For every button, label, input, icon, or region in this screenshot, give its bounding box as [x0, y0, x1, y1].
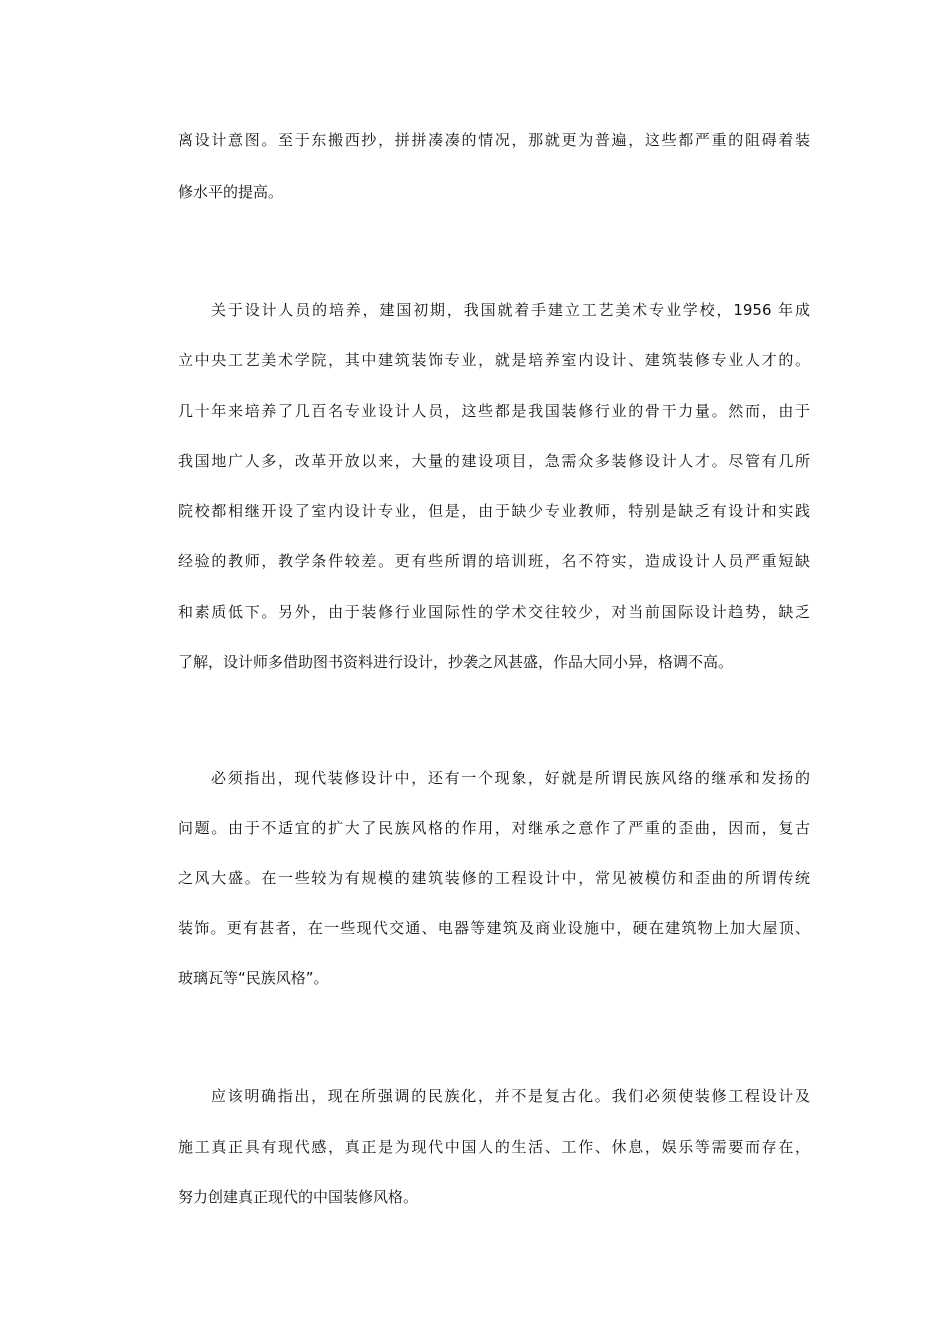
paragraph-line: 和素质低下。另外，由于装修行业国际性的学术交往较少，对当前国际设计趋势，缺乏 [178, 603, 810, 621]
paragraph-line: 施工真正具有现代感，真正是为现代中国人的生活、工作、休息，娱乐等需要而存在， [178, 1138, 810, 1156]
paragraph-line: 之风大盛。在一些较为有规模的建筑装修的工程设计中，常见被模仿和歪曲的所谓传统 [178, 869, 810, 887]
paragraph-line: 修水平的提高。 [178, 183, 284, 201]
paragraph-line: 应该明确指出，现在所强调的民族化，并不是复古化。我们必须使装修工程设计及 [211, 1087, 810, 1105]
paragraph-line: 玻璃瓦等“民族风格”。 [178, 969, 329, 987]
paragraph-line: 努力创建真正现代的中国装修风格。 [178, 1188, 419, 1206]
paragraph-line: 必须指出，现代装修设计中，还有一个现象，好就是所谓民族风络的继承和发扬的 [211, 769, 810, 787]
paragraph-line: 装饰。更有甚者，在一些现代交通、电器等建筑及商业设施中，硬在建筑物上加大屋顶、 [178, 919, 810, 937]
paragraph-line: 我国地广人多，改革开放以来，大量的建设项目，急需众多装修设计人才。尽管有几所 [178, 452, 810, 470]
paragraph-line: 院校都相继开设了室内设计专业，但是，由于缺少专业教师，特别是缺乏有设计和实践 [178, 502, 810, 520]
paragraph-line: 了解，设计师多借助图书资料进行设计，抄袭之风甚盛，作品大同小异，格调不高。 [178, 653, 734, 671]
paragraph-line: 立中央工艺美术学院，其中建筑装饰专业，就是培养室内设计、建筑装修专业人才的。 [178, 351, 810, 369]
paragraph-line: 经验的教师，教学条件较差。更有些所谓的培训班，名不符实，造成设计人员严重短缺 [178, 552, 810, 570]
paragraph-line: 离设计意图。至于东搬西抄，拼拼凑凑的情况，那就更为普遍，这些都严重的阻碍着装 [178, 131, 810, 149]
paragraph-line: 问题。由于不适宜的扩大了民族风格的作用，对继承之意作了严重的歪曲，因而，复古 [178, 819, 810, 837]
paragraph-line: 关于设计人员的培养，建国初期，我国就着手建立工艺美术专业学校，1956 年成 [211, 301, 810, 319]
paragraph-line: 几十年来培养了几百名专业设计人员，这些都是我国装修行业的骨干力量。然而，由于 [178, 402, 810, 420]
